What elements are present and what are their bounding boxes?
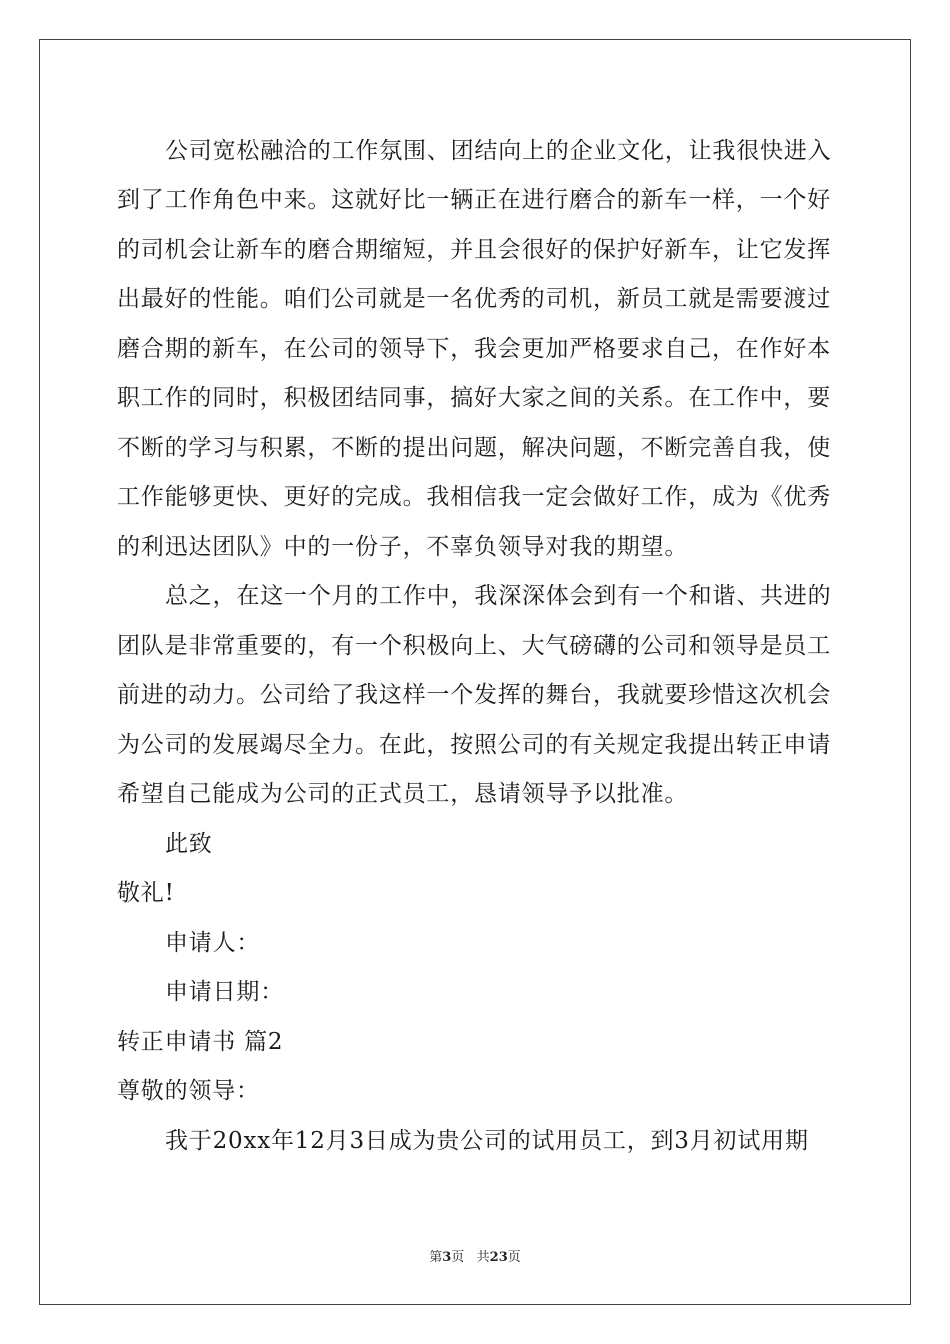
footer-mid: 页 共 <box>451 1250 490 1265</box>
date-label: 申请日期： <box>165 979 284 1005</box>
paragraph-line: 前进的动力。公司给了我这样一个发挥的舞台，我就要珍惜这次机会 <box>117 682 831 708</box>
paragraph-line: 不断的学习与积累，不断的提出问题，解决问题，不断完善自我，使 <box>117 435 831 461</box>
page-border <box>39 39 911 1305</box>
paragraph-line: 公司宽松融洽的工作氛围、团结向上的企业文化，让我很快进入 <box>165 138 832 164</box>
paragraph-line: 为公司的发展竭尽全力。在此，按照公司的有关规定我提出转正申请 <box>117 732 831 758</box>
closing-salutation: 此致 <box>165 831 213 857</box>
current-page-number: 3 <box>442 1250 452 1265</box>
footer-prefix: 第 <box>429 1250 443 1265</box>
paragraph-line: 我于20xx年12月3日成为贵公司的试用员工，到3月初试用期 <box>165 1128 809 1154</box>
paragraph-line: 到了工作角色中来。这就好比一辆正在进行磨合的新车一样，一个好 <box>117 187 831 213</box>
paragraph-line: 的司机会让新车的磨合期缩短，并且会很好的保护好新车，让它发挥 <box>117 237 831 263</box>
paragraph-line: 总之，在这一个月的工作中，我深深体会到有一个和谐、共进的 <box>165 583 832 609</box>
footer-suffix: 页 <box>507 1250 521 1265</box>
paragraph-line: 的利迅达团队》中的一份子，不辜负领导对我的期望。 <box>117 534 689 560</box>
total-page-number: 23 <box>489 1250 508 1265</box>
greeting: 尊敬的领导： <box>117 1078 260 1104</box>
paragraph-line: 职工作的同时，积极团结同事，搞好大家之间的关系。在工作中，要 <box>117 385 831 411</box>
paragraph-line: 出最好的性能。咱们公司就是一名优秀的司机，新员工就是需要渡过 <box>117 286 831 312</box>
paragraph-line: 磨合期的新车，在公司的领导下，我会更加严格要求自己，在作好本 <box>117 336 831 362</box>
applicant-label: 申请人： <box>165 930 261 956</box>
paragraph-line: 希望自己能成为公司的正式员工，恳请领导予以批准。 <box>117 781 689 807</box>
section-heading: 转正申请书 篇2 <box>117 1029 284 1055</box>
paragraph-line: 团队是非常重要的，有一个积极向上、大气磅礴的公司和领导是员工 <box>117 633 831 659</box>
page-footer <box>0 1250 950 1266</box>
paragraph-line: 工作能够更快、更好的完成。我相信我一定会做好工作，成为《优秀 <box>117 484 831 510</box>
closing-regards: 敬礼! <box>117 880 175 906</box>
